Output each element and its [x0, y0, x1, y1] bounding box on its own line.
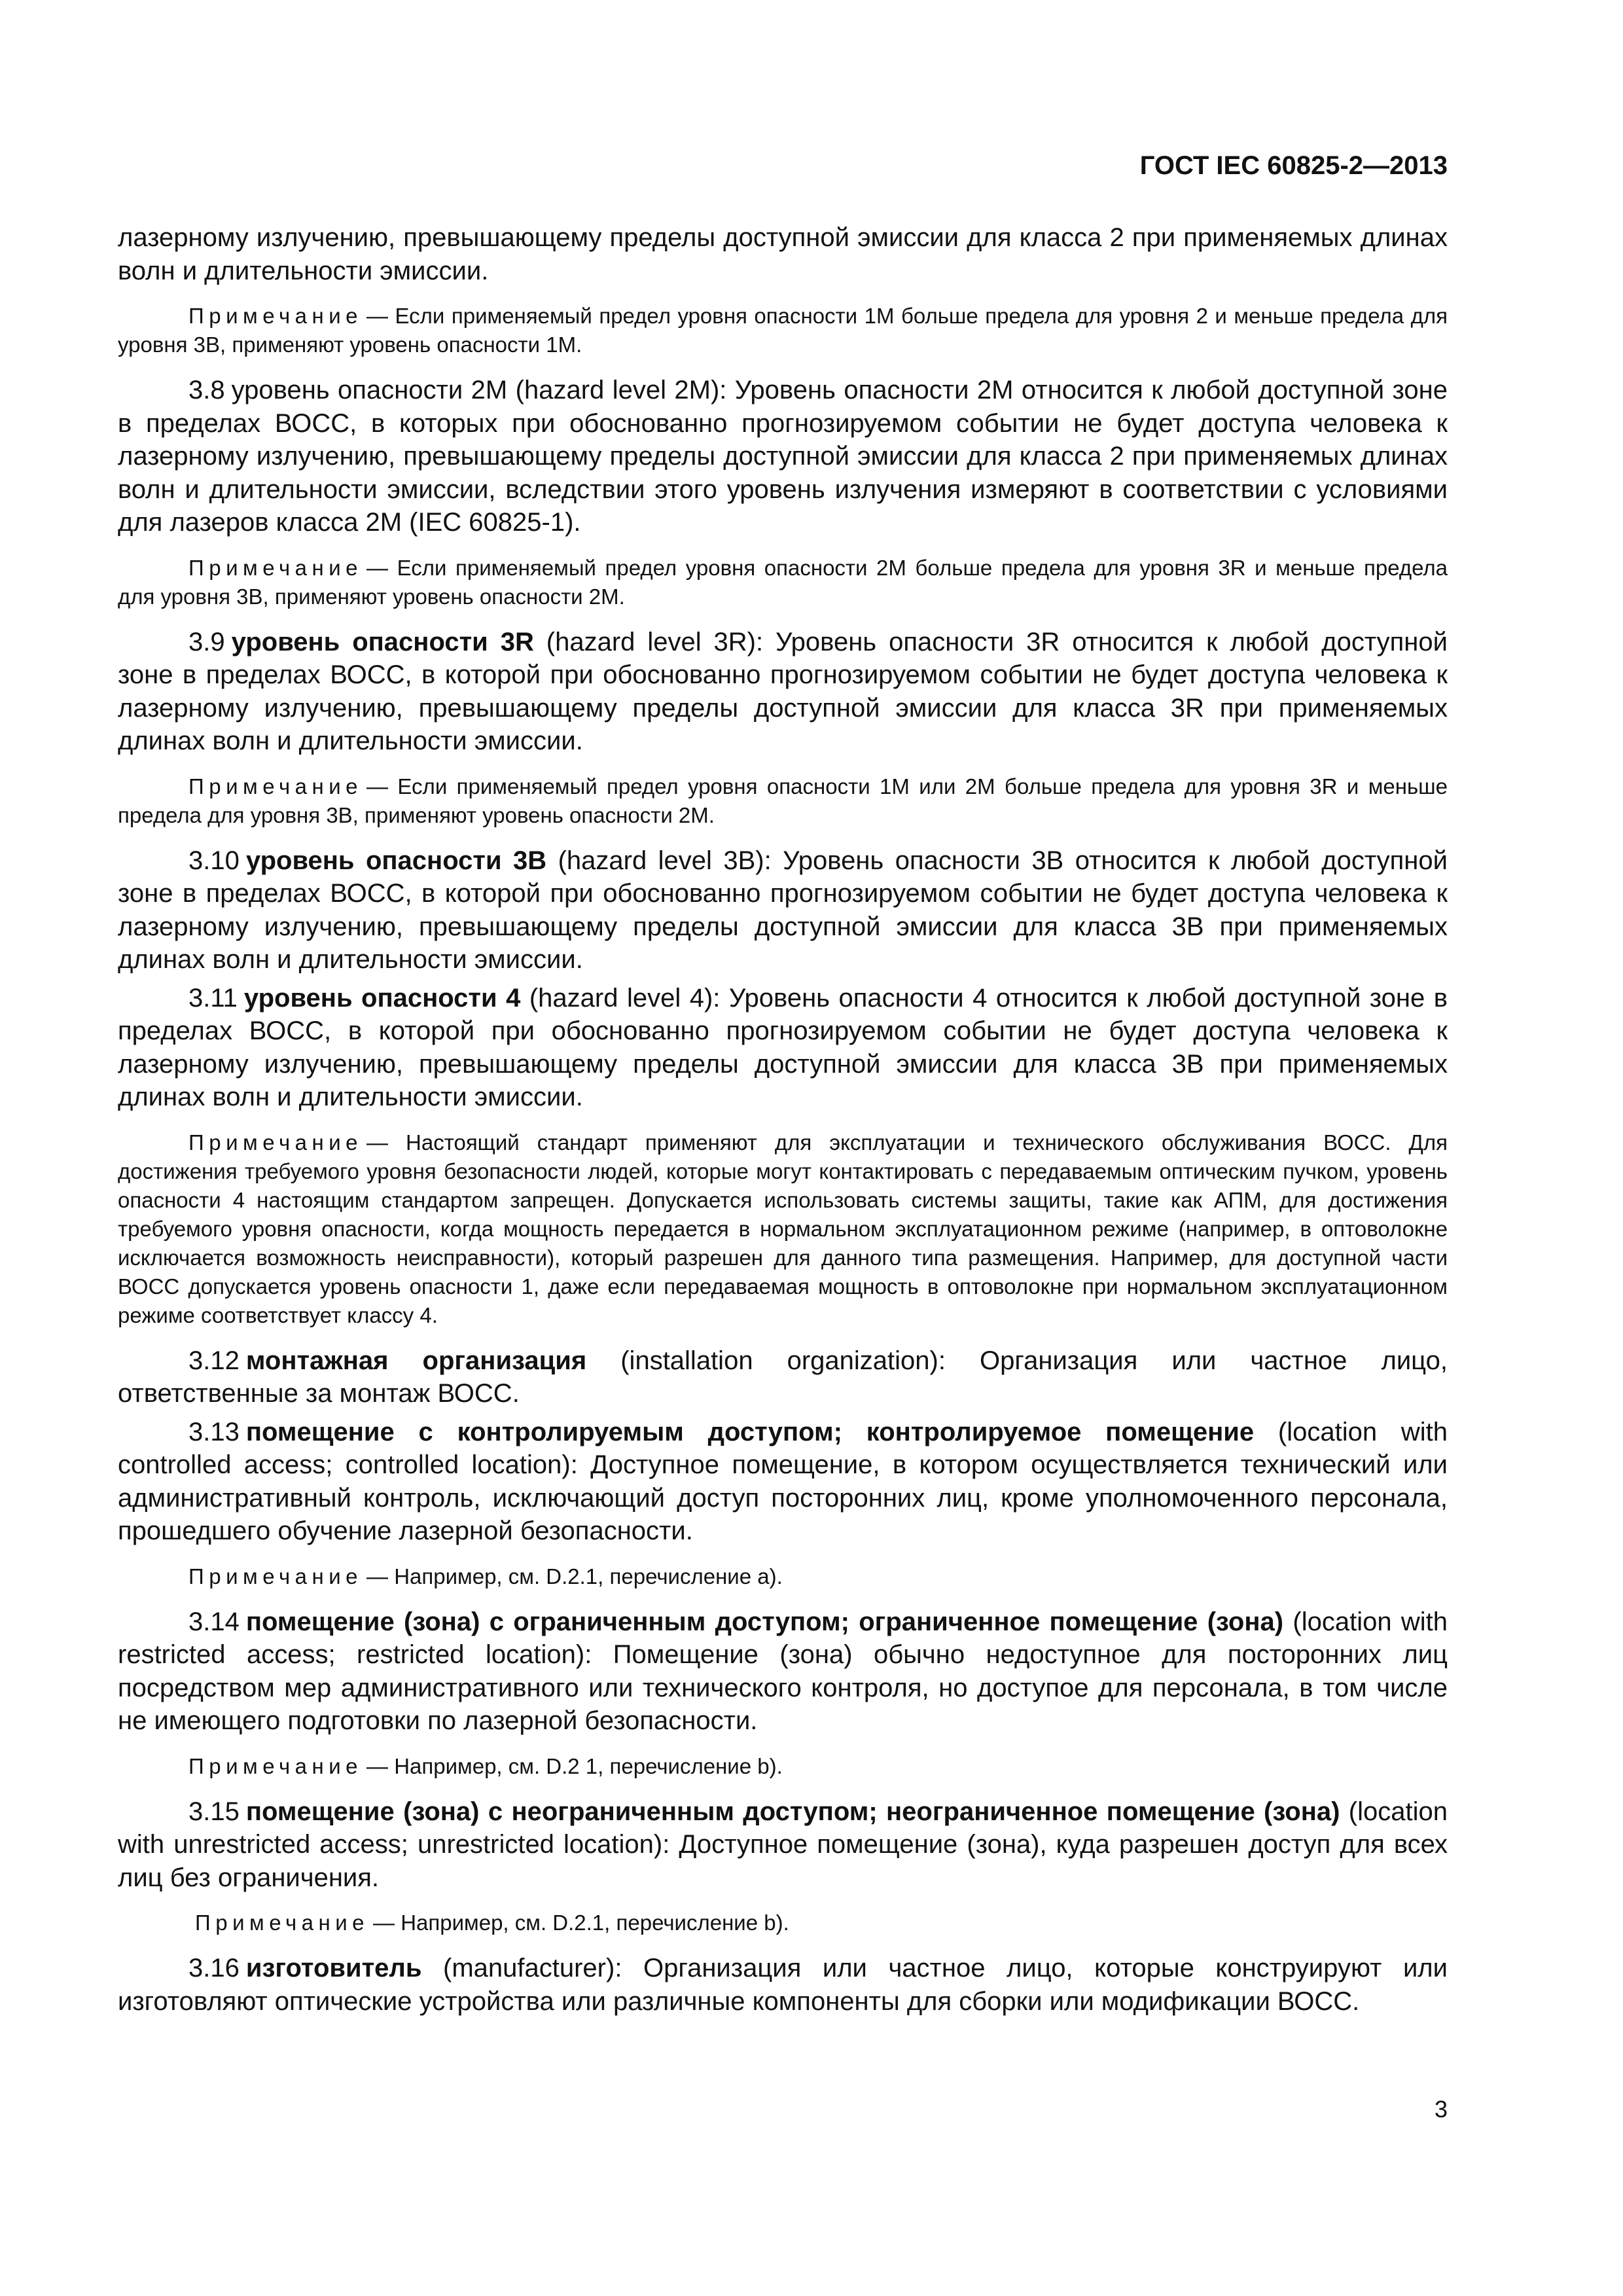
- note-label: Примечание: [188, 555, 363, 580]
- note-dash: —: [366, 555, 389, 580]
- note-dash: —: [366, 304, 389, 328]
- term: изготовитель: [245, 1954, 422, 1982]
- definition-3-9: [118, 626, 1448, 758]
- note-dash: —: [373, 1910, 395, 1935]
- note-text: Настоящий стандарт применяют для эксплуатации и технического обслуживания ВОСС. Для достижения требуемого уровня безопасности людей, которые могут контактировать с передаваемым оптическим пучком, уровень опасности 4 настоящим стандартом запрещен. Допускается использовать системы защиты, такие как АПМ, для достижения требуемого уровня опасности, когда мощность передается в нормальном эксплуатационном режиме (например, в оптоволокне исключается возможность неисправности), который разрешен для данного типа размещения. Например, для доступной части ВОСС допускается уровень опасности 1, даже если передаваемая мощность в оптоволокне при нормальном эксплуатационном режиме соответствует классу 4.: [118, 1130, 1448, 1327]
- clause-number: 3.15: [188, 1797, 240, 1826]
- definition-3-8: [118, 374, 1448, 539]
- definition-3-14: [118, 1605, 1448, 1738]
- note-text: Если применяемый предел уровня опасности 1М или 2М больше предела для уровня 3R и меньше предела для уровня 3В, применяют уровень опасности 2М.: [118, 774, 1448, 827]
- note-label: Примечание: [188, 1130, 363, 1155]
- term: помещение с контролируемым доступом; контролируемое помещение: [245, 1417, 1255, 1446]
- definition-text: (hazard level 2M): Уровень опасности 2М относится к любой доступной зоне в пределах ВОСС, в которых при обоснованно прогнозируемом событии не будет доступа человека к лазерному излучению, превышающему пределы доступной эмиссии для класса 2 при применяемых длинах волн и длительности эмиссии, вследствии этого уровень излучения измеряют в соответствии с условиями для лазеров класса 2М (IEC 60825-1).: [118, 376, 1448, 537]
- definition-text: (hazard level 4): Уровень опасности 4 относится к любой доступной зоне в пределах ВОСС, в которой при обоснованно прогнозируемом событии не будет доступа человека к лазерному излучению, превышающему пределы доступной эмиссии для класса 3В при применяемых длинах волн и длительности эмиссии.: [118, 983, 1448, 1111]
- definition-text: (hazard level 3B): Уровень опасности 3В относится к любой доступной зоне в пределах ВОСС, в которой при обоснованно прогнозируемом событии не будет доступа человека к лазерному излучению, превышающему пределы доступной эмиссии для класса 3В при применяемых длинах волн и длительности эмиссии.: [118, 846, 1448, 974]
- definition-text: (hazard level 3R): Уровень опасности 3R относится к любой доступной зоне в пределах ВОСС, в которой при обоснованно прогнозируемом событии не будет доступа человека к лазерному излучению, превышающему пределы доступной эмиссии для класса 3R при применяемых длинах волн и длительности эмиссии.: [118, 627, 1448, 755]
- note-label: Примечание: [188, 304, 363, 328]
- note-text: Если применяемый предел уровня опасности 1М больше предела для уровня 2 и меньше предела для уровня 3В, применяют уровень опасности 1М.: [118, 304, 1448, 357]
- note-text: Если применяемый предел уровня опасности 2М больше предела для уровня 3R и меньше предела для уровня 3В, применяют уровень опасности 2М.: [118, 555, 1448, 609]
- note-1: [118, 302, 1448, 359]
- note-text: Например, см. D.2 1, перечисление b).: [394, 1753, 783, 1778]
- definition-3-11: [118, 982, 1448, 1114]
- term: помещение (зона) с ограниченным доступом; ограниченное помещение (зона): [245, 1607, 1284, 1636]
- note-text: Например, см. D.2.1, перечисление b).: [401, 1910, 789, 1935]
- note-label: Примечание: [188, 1564, 363, 1588]
- clause-number: 3.10: [188, 846, 240, 875]
- clause-number: 3.16: [188, 1954, 240, 1982]
- clause-number: 3.12: [188, 1346, 240, 1375]
- clause-number: 3.11: [188, 983, 238, 1013]
- clause-number: 3.9: [188, 627, 225, 656]
- term: уровень опасности 3R: [231, 627, 534, 656]
- note-5: [118, 1562, 1448, 1591]
- term: помещение (зона) с неограниченным доступом; неограниченное помещение (зона): [245, 1797, 1340, 1826]
- note-label: Примечание: [195, 1910, 370, 1935]
- term: монтажная организация: [245, 1346, 587, 1375]
- page-number: 3: [1434, 2096, 1448, 2123]
- definition-text: (location with restricted access; restricted location): Помещение (зона) обычно недоступное для посторонних лиц посредством мер административного или технического контроля, но доступое для персонала, в том числе не имеющего подготовки по лазерной безопасности.: [118, 1607, 1448, 1735]
- clause-number: 3.13: [188, 1417, 240, 1446]
- note-text: Например, см. D.2.1, перечисление а).: [394, 1564, 783, 1588]
- standard-designation: ГОСТ IEC 60825-2—2013: [1139, 151, 1448, 180]
- note-dash: —: [366, 1130, 389, 1155]
- note-7: [118, 1909, 1448, 1937]
- term: уровень опасности 4: [243, 983, 521, 1013]
- paragraph-continuation: [118, 221, 1448, 287]
- definition-3-16: [118, 1952, 1448, 2018]
- term: уровень опасности 3В: [245, 846, 547, 875]
- definition-3-10: [118, 844, 1448, 977]
- page-body: [118, 221, 1448, 2032]
- term: уровень опасности 2М: [231, 376, 508, 404]
- definition-text: (location with unrestricted access; unrestricted location): Доступное помещение (зона), куда разрешен доступ для всех лиц без ограничения.: [118, 1797, 1448, 1892]
- note-6: [118, 1752, 1448, 1781]
- note-4: [118, 1128, 1448, 1330]
- page-header: [118, 147, 1448, 184]
- note-dash: —: [366, 774, 389, 798]
- note-label: Примечание: [188, 774, 363, 798]
- clause-number: 3.8: [188, 376, 225, 404]
- definition-3-15: [118, 1795, 1448, 1895]
- note-dash: —: [366, 1753, 389, 1778]
- page-footer: [118, 2093, 1448, 2126]
- definition-3-13: [118, 1416, 1448, 1548]
- definition-text: (installation organization): Организация или частное лицо, ответственные за монтаж ВОСС.: [118, 1346, 1448, 1408]
- note-3: [118, 772, 1448, 830]
- definition-text: (location with controlled access; controlled location): Доступное помещение, в котором осуществляется технический или административный контроль, исключающий доступ посторонних лиц, кроме уполномоченного персонала, прошедшего обучение лазерной безопасности.: [118, 1417, 1448, 1545]
- note-2: [118, 554, 1448, 611]
- definition-text: (manufacturer): Организация или частное лицо, которые конструируют или изготовляют оптические устройства или различные компоненты для сборки или модификации ВОСС.: [118, 1954, 1448, 2016]
- definition-3-12: [118, 1344, 1448, 1410]
- note-dash: —: [366, 1564, 389, 1588]
- clause-number: 3.14: [188, 1607, 240, 1636]
- paragraph-text: лазерному излучению, превышающему пределы доступной эмиссии для класса 2 при применяемых длинах волн и длительности эмиссии.: [118, 223, 1448, 285]
- note-label: Примечание: [188, 1753, 363, 1778]
